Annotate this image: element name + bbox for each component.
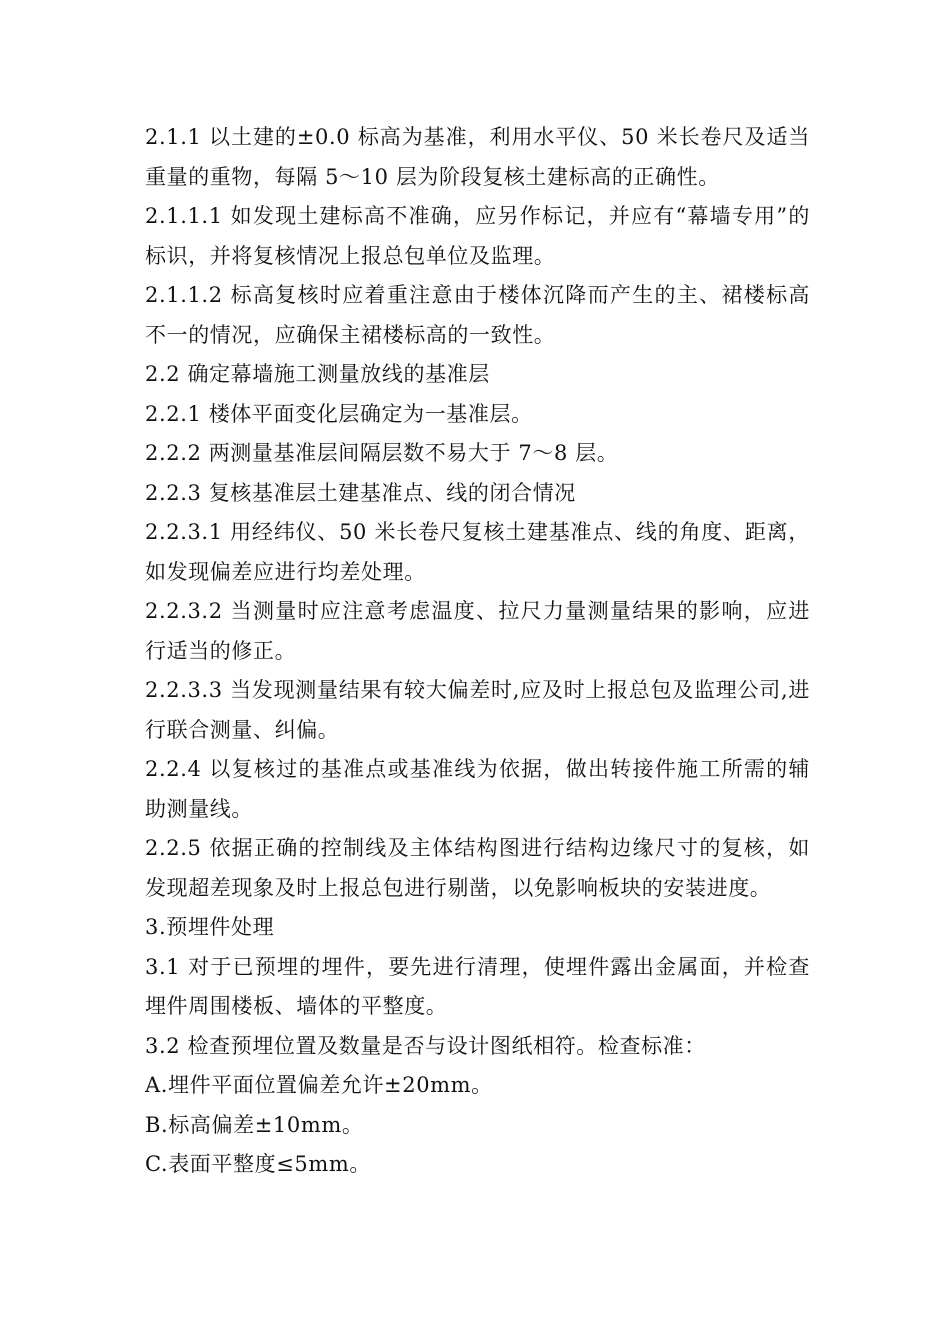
document-body xyxy=(145,118,810,1185)
section-heading-3: 3.预埋件处理 xyxy=(145,915,275,939)
paragraph-2-2-3-3: 2.2.3.3 当发现测量结果有较大偏差时,应及时上报总包及监理公司,进行联合测量、纠偏。 xyxy=(145,678,810,742)
paragraph-2-2-3: 2.2.3 复核基准层土建基准点、线的闭合情况 xyxy=(145,480,576,505)
paragraph-2-2-3-2: 2.2.3.2 当测量时应注意考虑温度、拉尺力量测量结果的影响，应进行适当的修正。 xyxy=(145,599,810,663)
paragraph-3-2: 3.2 检查预埋位置及数量是否与设计图纸相符。检查标准： xyxy=(145,1033,706,1058)
section-heading-2-2: 2.2 确定幕墙施工测量放线的基准层 xyxy=(145,362,490,386)
paragraph-2-1-1-2: 2.1.1.2 标高复核时应着重注意由于楼体沉降而产生的主、裙楼标高不一的情况，应确保主裙楼标高的一致性。 xyxy=(145,283,810,347)
paragraph-2-2-5: 2.2.5 依据正确的控制线及主体结构图进行结构边缘尺寸的复核，如发现超差现象及时上报总包进行剔凿，以免影响板块的安装进度。 xyxy=(145,836,810,900)
paragraph-2-2-2: 2.2.2 两测量基准层间隔层数不易大于 7～8 层。 xyxy=(145,441,619,465)
paragraph-2-2-3-1: 2.2.3.1 用经纬仪、50 米长卷尺复核土建基准点、线的角度、距离，如发现偏差应进行均差处理。 xyxy=(145,520,810,584)
paragraph-2-1-1: 2.1.1 以土建的±0.0 标高为基准，利用水平仪、50 米长卷尺及适当重量的重物，每隔 5～10 层为阶段复核土建标高的正确性。 xyxy=(145,125,810,189)
paragraph-3-1: 3.1 对于已预埋的埋件，要先进行清理，使埋件露出金属面，并检查埋件周围楼板、墙体的平整度。 xyxy=(145,954,810,1018)
paragraph-2-2-1: 2.2.1 楼体平面变化层确定为一基准层。 xyxy=(145,401,533,426)
standard-item-c: C.表面平整度≤5mm。 xyxy=(145,1152,371,1176)
standard-item-b: B.标高偏差±10mm。 xyxy=(145,1112,364,1137)
paragraph-2-2-4: 2.2.4 以复核过的基准点或基准线为依据，做出转接件施工所需的辅助测量线。 xyxy=(145,757,810,821)
paragraph-2-1-1-1: 2.1.1.1 如发现土建标高不准确，应另作标记，并应有“幕墙专用”的标识，并将复核情况上报总包单位及监理。 xyxy=(145,204,810,268)
standard-item-a: A.埋件平面位置偏差允许±20mm。 xyxy=(145,1073,493,1097)
